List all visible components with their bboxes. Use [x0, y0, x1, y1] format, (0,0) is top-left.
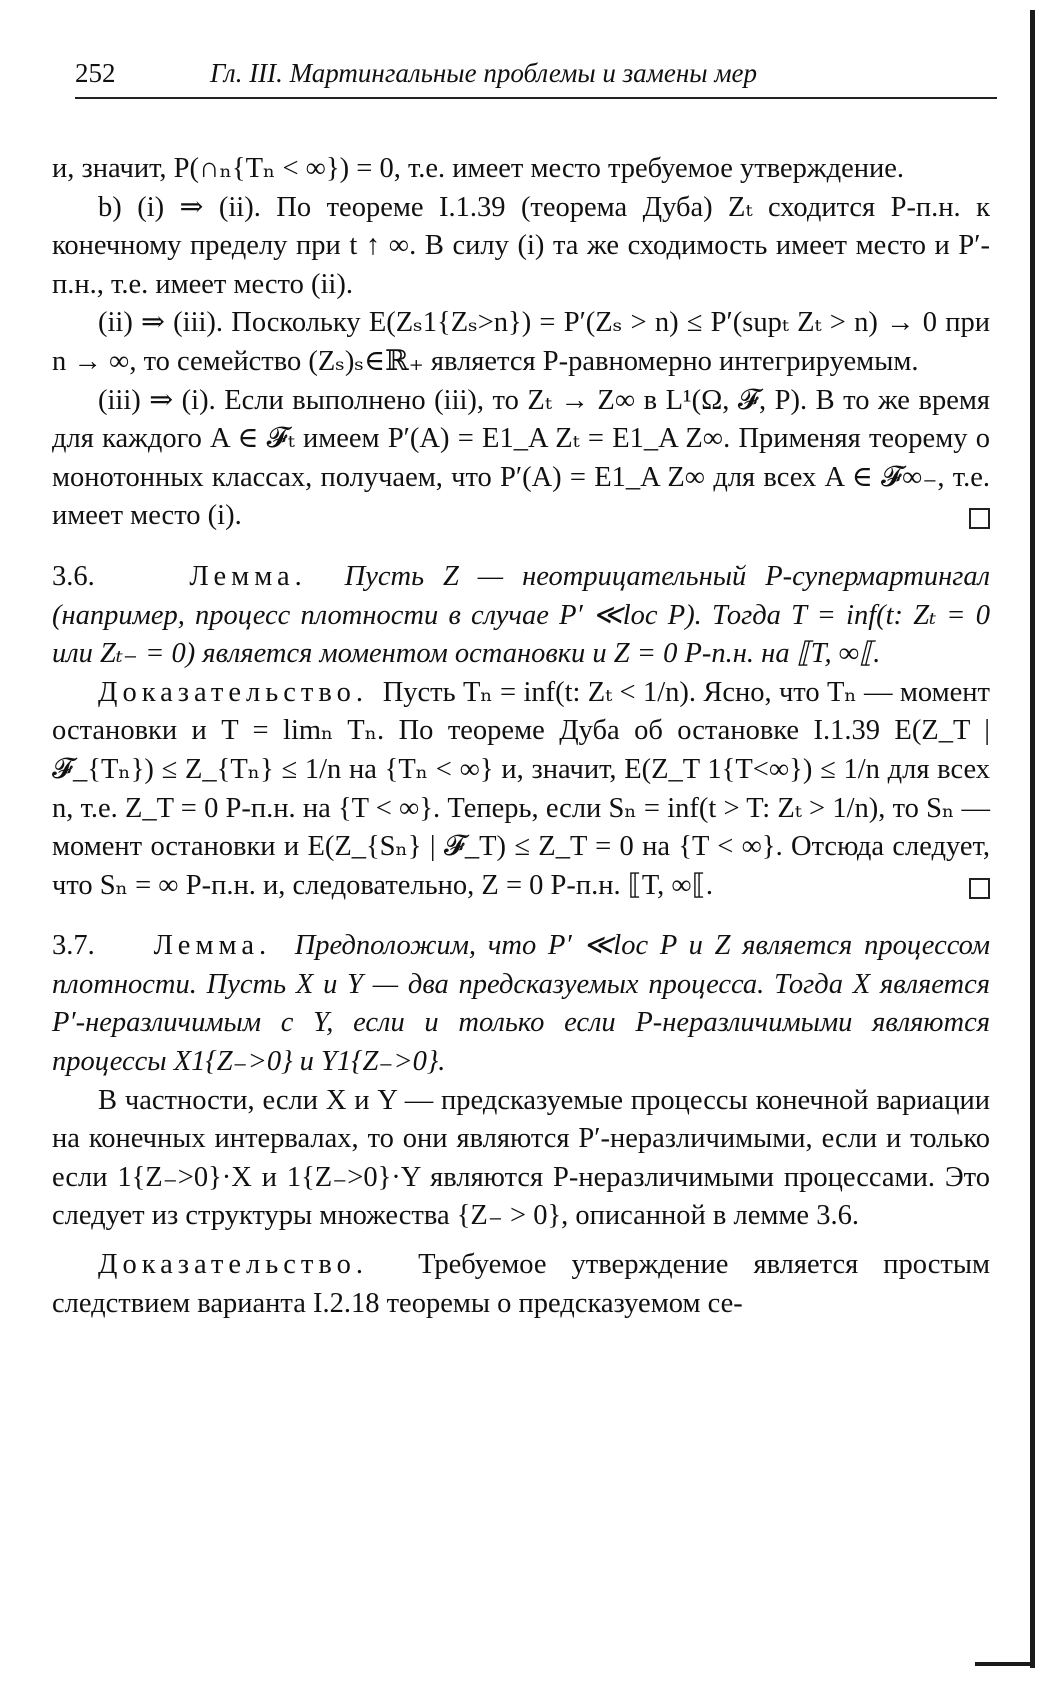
lemma-3-7-proof-text: Требуемое утверждение является простым следствием варианта I.2.18 теоремы о предсказуемом се-	[52, 1249, 990, 1319]
lemma-3-6	[52, 558, 990, 674]
page-body	[52, 150, 990, 1323]
paragraph-continuation: и, значит, P(∩ₙ{Tₙ < ∞}) = 0, т.е. имеет место требуемое утверждение.	[52, 153, 905, 184]
lemma-3-7-statement: Предположим, что P′ ≪loc P и Z является процессом плотности. Пусть X и Y — два предсказуемых процесса. Тогда X является P′-неразличимым с Y, если и только если P-неразличимыми являются процессы X1{Z₋>0} и Y1{Z₋>0}.	[52, 930, 991, 1078]
lemma-3-7-proof	[52, 1246, 990, 1323]
qed-symbol	[969, 878, 990, 899]
lemma-3-7-number: 3.7.	[52, 930, 95, 962]
lemma-3-7-remark: В частности, если X и Y — предсказуемые процессы конечной вариации на конечных интервалах, то они являются P′-неразличимыми, если и только если 1{Z₋>0}·X и 1{Z₋>0}·Y являются P-неразличимыми процессами. Это следует из структуры множества {Z₋ > 0}, описанной в лемме 3.6.	[52, 1084, 990, 1232]
lemma-3-6-statement: Пусть Z — неотрицательный P-супермартингал (например, процесс плотности в случае P′ ≪loc P). Тогда T = inf(t: Zₜ = 0 или Zₜ₋ = 0) является моментом остановки и Z = 0 P-п.н. на ⟦T, ∞⟦.	[52, 560, 991, 670]
page-header	[75, 58, 995, 94]
paragraph-proof-iii-i	[52, 382, 990, 536]
lemma-3-6-proof	[52, 674, 990, 906]
paragraph-proof-iii-i-text: (iii) ⇒ (i). Если выполнено (iii), то Zₜ → Z∞ в L¹(Ω, 𝓕, P). В то же время для каждого A ∈ 𝓕ₜ имеем P′(A) = E1_A Zₜ = E1_A Z∞. Применяя теорему о монотонных классах, получаем, что P′(A) = E1_A Z∞ для всех A ∈ 𝓕∞₋, т.е. имеет место (i).	[52, 384, 990, 532]
page-number: 252	[75, 58, 116, 88]
lemma-3-7-proof-label: Доказательство.	[98, 1249, 368, 1281]
lemma-3-6-proof-text: Пусть Tₙ = inf(t: Zₜ < 1/n). Ясно, что Tₙ — момент остановки и T = limₙ Tₙ. По теореме Дуба об остановке I.1.39 E(Z_T | 𝓕_{Tₙ}) ≤ Z_{Tₙ} ≤ 1/n на {Tₙ < ∞} и, значит, E(Z_T 1{T<∞}) ≤ 1/n для всех n, т.е. Z_T = 0 P-п.н. на {T < ∞}. Теперь, если Sₙ = inf(t > T: Zₜ > 1/n), то Sₙ — момент остановки и E(Z_{Sₙ} | 𝓕_T) ≤ Z_T = 0 на {T < ∞}. Отсюда следует, что Sₙ = ∞ P-п.н. и, следовательно, Z = 0 P-п.н. ⟦T, ∞⟦.	[52, 676, 990, 901]
qed-symbol	[969, 508, 990, 529]
lemma-3-6-number: 3.6.	[52, 560, 95, 592]
lemma-3-6-label: Лемма.	[189, 560, 307, 592]
lemma-3-7-label: Лемма.	[153, 930, 272, 962]
lemma-3-6-proof-label: Доказательство.	[98, 676, 368, 708]
paragraph-proof-i-ii: b) (i) ⇒ (ii). По теореме I.1.39 (теорема Дуба) Zₜ сходится P-п.н. к конечному пределу при t ↑ ∞. В силу (i) та же сходимость имеет место и P′-п.н., т.е. имеет место (ii).	[52, 191, 990, 300]
paragraph-proof-ii-iii: (ii) ⇒ (iii). Поскольку E(Zₛ1{Zₛ>n}) = P′(Zₛ > n) ≤ P′(supₜ Zₜ > n) → 0 при n → ∞, то семейство (Zₛ)ₛ∈ℝ₊ является P-равномерно интегрируемым.	[52, 307, 990, 377]
lemma-3-7	[52, 927, 990, 1081]
header-rule	[75, 97, 997, 99]
running-title: Гл. III. Мартингальные проблемы и замены мер	[210, 58, 758, 88]
bottom-margin-tick	[975, 1662, 1035, 1666]
right-margin-rule	[1030, 10, 1035, 1668]
